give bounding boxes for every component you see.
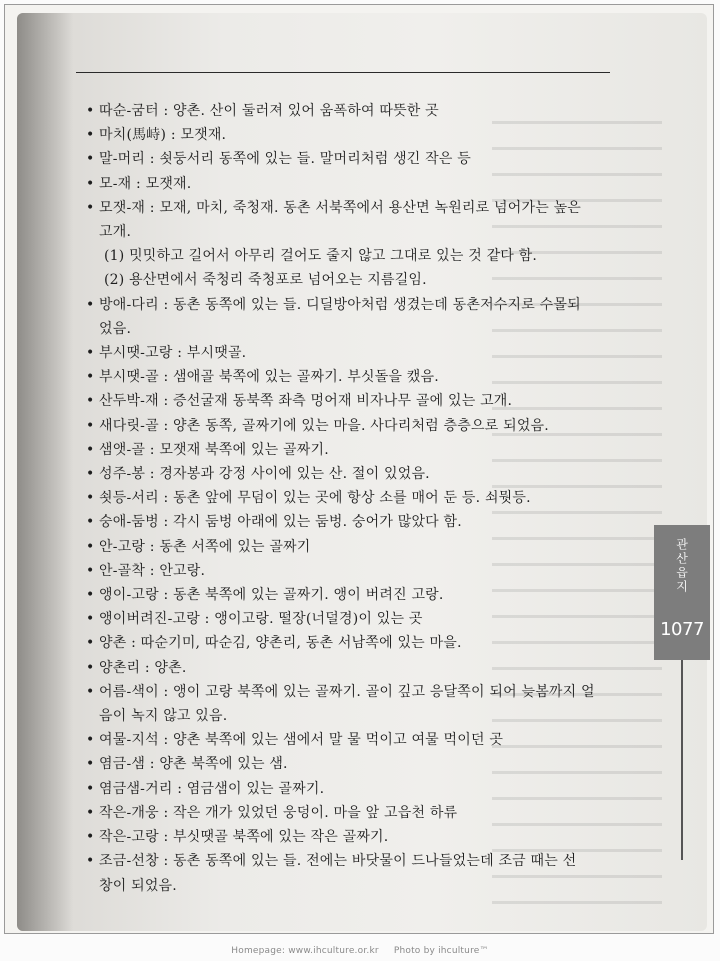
list-item <box>86 777 626 801</box>
entry-line: 따순-굼터 : 양촌. 산이 둘러져 있어 움폭하여 따뜻한 곳 <box>99 103 439 119</box>
list-item <box>86 99 626 123</box>
list-item <box>86 438 626 462</box>
bullet-icon: • <box>86 417 95 434</box>
page-number: 1077 <box>660 619 704 640</box>
bullet-icon: • <box>86 490 95 507</box>
entry-line: 었음. <box>99 320 132 337</box>
entry-line: 부시땟-고랑 : 부시땟골. <box>99 345 247 362</box>
entry-line: 부시땟-골 : 샘애골 북쪽에 있는 골짜기. 부싯돌을 캤음. <box>99 369 439 386</box>
entry-line: 양촌 : 따순기미, 따순김, 양촌리, 동촌 서남쪽에 있는 마을. <box>99 635 462 652</box>
entry-line: 모-재 : 모잿재. <box>99 175 192 192</box>
list-item <box>86 462 626 486</box>
bullet-icon: • <box>86 538 95 555</box>
entry-line: 앵이-고랑 : 동촌 북쪽에 있는 골짜기. 앵이 버려진 고랑. <box>99 587 444 604</box>
bullet-icon: • <box>86 780 95 797</box>
bullet-icon: • <box>86 466 95 483</box>
list-item <box>86 123 626 147</box>
list-item <box>86 559 626 583</box>
bullet-icon: • <box>86 514 95 531</box>
entry-line: 어름-색이 : 앵이 고랑 북쪽에 있는 골짜기. 골이 깊고 응달쪽이 되어 늦봄까지 얼 <box>99 683 595 700</box>
list-item <box>86 486 626 510</box>
entry-line: 방애-다리 : 동촌 동쪽에 있는 들. 디딜방아처럼 생겼는데 동촌저수지로 수몰되 <box>99 296 581 313</box>
entry-line: 새다릿-골 : 양촌 동쪽, 골짜기에 있는 마을. 사다리처럼 층층으로 되었음. <box>99 417 549 434</box>
sub-entry <box>86 244 626 268</box>
bullet-icon: • <box>86 151 95 168</box>
bullet-icon: • <box>86 562 95 579</box>
bullet-icon: • <box>86 804 95 821</box>
bullet-icon: • <box>86 369 95 386</box>
bullet-icon: • <box>86 732 95 749</box>
bullet-icon: • <box>86 175 95 192</box>
entry-line: 말-머리 : 쇳둥서리 동쪽에 있는 들. 말머리처럼 생긴 작은 등 <box>99 151 471 168</box>
footer <box>0 946 720 956</box>
entry-line: 산두박-재 : 증선굴재 동북쪽 좌측 멍어재 비자나무 골에 있는 고개. <box>99 393 513 410</box>
bullet-icon: • <box>86 659 95 676</box>
entry-line: 창이 되었음. <box>99 877 177 894</box>
list-item <box>86 825 626 849</box>
entry-line: 음이 녹지 않고 있음. <box>99 708 228 725</box>
entry-line: (2) 용산면에서 죽청리 죽청포로 넘어오는 지름길임. <box>104 272 427 289</box>
bullet-icon: • <box>86 441 95 458</box>
entry-line: 쇳등-서리 : 동촌 앞에 무덤이 있는 곳에 항상 소를 매어 둔 등. 쇠뭣등. <box>99 490 531 507</box>
side-tab-title: 관산읍지 <box>674 538 689 594</box>
entry-line: 여물-지석 : 양촌 북쪽에 있는 샘에서 말 물 먹이고 여물 먹이던 곳 <box>99 732 504 749</box>
bullet-icon: • <box>86 635 95 652</box>
entry-line: 샘앳-골 : 모잿재 북쪽에 있는 골짜기. <box>99 441 329 458</box>
bullet-icon: • <box>86 756 95 773</box>
entry-line: 염금-샘 : 양촌 북쪽에 있는 샘. <box>99 756 288 773</box>
bullet-icon: • <box>86 587 95 604</box>
list-item <box>86 656 626 680</box>
side-tab-rule <box>681 660 683 860</box>
entry-line: 작은-고랑 : 부싯땟골 북쪽에 있는 작은 골짜기. <box>99 829 389 846</box>
side-tab <box>654 525 710 660</box>
bullet-icon: • <box>86 345 95 362</box>
entry-line: 양촌리 : 양촌. <box>99 659 187 676</box>
entry-line: 앵이버려진-고랑 : 앵이고랑. 떨장(너덜경)이 있는 곳 <box>99 611 423 628</box>
bullet-icon: • <box>86 296 95 313</box>
list-item <box>86 510 626 534</box>
list-item <box>86 341 626 365</box>
entry-list <box>86 99 626 898</box>
bullet-icon: • <box>86 127 95 144</box>
entry-line: 모잿-재 : 모재, 마치, 죽청재. 동촌 서북쪽에서 용산면 녹원리로 넘어가는 높은 <box>99 199 582 216</box>
entry-line: 작은-개웅 : 작은 개가 있었던 웅덩이. 마을 앞 고읍천 하류 <box>99 804 458 821</box>
list-item <box>86 583 626 607</box>
entry-line: 안-골착 : 안고랑. <box>99 562 206 579</box>
bullet-icon: • <box>86 829 95 846</box>
list-item <box>86 172 626 196</box>
list-item <box>86 849 626 897</box>
footer-photo-credit: Photo by ihculture™ <box>393 946 489 956</box>
header-rule <box>76 72 610 73</box>
entry-line: 안-고랑 : 동촌 서쪽에 있는 골짜기 <box>99 538 311 555</box>
list-item <box>86 752 626 776</box>
footer-homepage: Homepage: www.ihculture.or.kr <box>231 946 379 956</box>
binding-shadow <box>17 13 73 931</box>
bullet-icon: • <box>86 103 95 119</box>
sub-entry <box>86 268 626 292</box>
bullet-icon: • <box>86 611 95 628</box>
list-item <box>86 631 626 655</box>
entry-line: 성주-봉 : 경자봉과 강정 사이에 있는 산. 절이 있었음. <box>99 466 430 483</box>
list-item <box>86 365 626 389</box>
list-item <box>86 801 626 825</box>
list-item <box>86 535 626 559</box>
list-item <box>86 389 626 413</box>
bullet-icon: • <box>86 199 95 216</box>
entry-line: (1) 밋밋하고 길어서 아무리 걸어도 줄지 않고 그대로 있는 것 같다 함. <box>104 248 538 265</box>
list-item <box>86 607 626 631</box>
entry-line: 고개. <box>99 224 132 241</box>
list-item <box>86 147 626 171</box>
list-item <box>86 680 626 728</box>
list-item <box>86 196 626 244</box>
bullet-icon: • <box>86 853 95 870</box>
bullet-icon: • <box>86 393 95 410</box>
list-item <box>86 728 626 752</box>
entry-line: 숭애-둠벙 : 각시 둠벙 아래에 있는 둠벙. 숭어가 많았다 함. <box>99 514 462 531</box>
list-item <box>86 414 626 438</box>
bullet-icon: • <box>86 683 95 700</box>
entry-line: 조금-선창 : 동촌 동쪽에 있는 들. 전에는 바닷물이 드나들었는데 조금 때는 선 <box>99 853 577 870</box>
entry-line: 염금샘-거리 : 염금샘이 있는 골짜기. <box>99 780 325 797</box>
list-item <box>86 293 626 341</box>
entry-line: 마치(馬峙) : 모잿재. <box>99 127 227 144</box>
